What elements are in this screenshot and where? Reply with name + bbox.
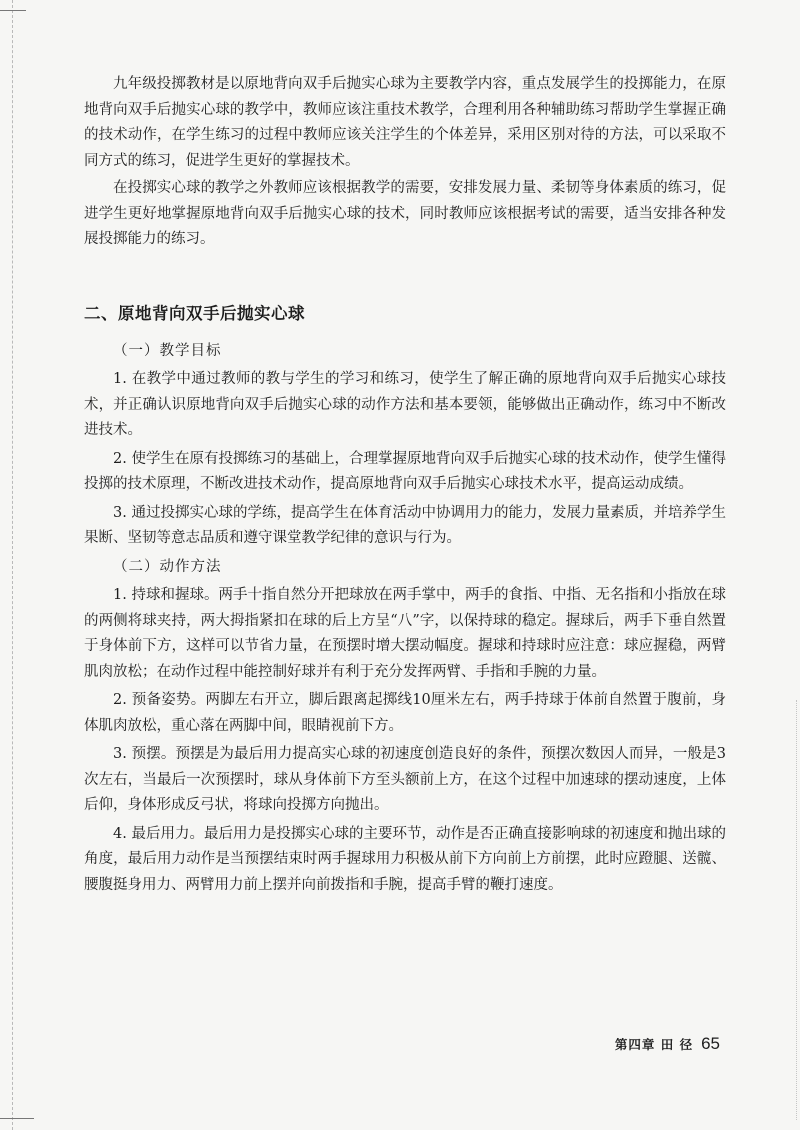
technique-heading: （二）动作方法 [113,558,222,575]
technique-item: 1. 持球和握球。两手十指自然分开把球放在两手掌中，两手的食指、中指、无名指和小指放在球的两侧将球夹持，两大拇指紧扣在球的后上方呈“八”字，以保持球的稳定。握球后，两手下垂自然置于身体前下方，这样可以节省力量，在预摆时增大摆动幅度。握球和持球时应注意：球应握稳，两臂肌肉放松；在动作过程中能控制好球并有利于充分发挥两臂、手指和手腕的力量。 [84,587,726,680]
technique-item: 3. 预摆。预摆是为最后用力提高实心球的初速度创造良好的条件，预摆次数因人而异，一般是3次左右，当最后一次预摆时，球从身体前下方至头额前上方，在这个过程中加速球的摆动速度，上体后仰，身体形成反弓状，将球向投掷方向抛出。 [84,746,726,813]
page-binding-edge [12,0,14,1130]
section-heading: 二、原地背向双手后抛实心球 [84,303,305,323]
teaching-goals-block [84,339,726,552]
page-footer [615,1034,720,1054]
page-right-edge [796,700,798,1120]
intro-paragraph: 九年级投掷教材是以原地背向双手后抛实心球为主要教学内容，重点发展学生的投掷能力，在原地背向双手后抛实心球的教学中，教师应该注重技术教学，合理利用各种辅助练习帮助学生掌握正确的技术动作，在学生练习的过程中教师应该关注学生的个体差异，采用区别对待的方法，可以采取不同方式的练习，促进学生更好的掌握技术。 [84,76,726,169]
technique-item: 4. 最后用力。最后用力是投掷实心球的主要环节，动作是否正确直接影响球的初速度和抛出球的角度，最后用力动作是当预摆结束时两手握球用力积极从前下方向前上方前摆，此时应蹬腿、送髋、腰腹挺身用力、两臂用力前上摆并向前拨指和手腕，提高手臂的鞭打速度。 [84,825,726,893]
crop-mark-top [0,10,26,11]
page-number: 65 [701,1034,720,1053]
page-content [84,72,726,898]
crop-mark-bottom [0,1118,34,1119]
teaching-goals-heading: （一）教学目标 [113,342,222,359]
goal-item: 1. 在教学中通过教师的教与学生的学习和练习，使学生了解正确的原地背向双手后抛实心球技术，并正确认识原地背向双手后抛实心球的动作方法和基本要领，能够做出正确动作，练习中不断改进技术。 [84,371,726,438]
intro-block [84,72,726,253]
goal-item: 2. 使学生在原有投掷练习的基础上，合理掌握原地背向双手后抛实心球的技术动作，使学生懂得投掷的技术原理，不断改进技术动作，提高原地背向双手后抛实心球技术水平，提高运动成绩。 [84,450,726,492]
technique-block [84,555,726,899]
goal-item: 3. 通过投掷实心球的学练，提高学生在体育活动中协调用力的能力，发展力量素质，并培养学生果断、坚韧等意志品质和遵守课堂教学纪律的意识与行为。 [84,504,726,546]
technique-item: 2. 预备姿势。两脚左右开立，脚后跟离起掷线10厘米左右，两手持球于体前自然置于腹前，身体肌肉放松，重心落在两脚中间，眼睛视前下方。 [84,692,726,734]
intro-paragraph: 在投掷实心球的教学之外教师应该根据教学的需要，安排发展力量、柔韧等身体素质的练习，促进学生更好地掌握原地背向双手后抛实心球的技术，同时教师应该根据考试的需要，适当安排各种发展投掷能力的练习。 [84,180,726,247]
running-footer-chapter: 第四章 田 径 [614,1037,694,1052]
